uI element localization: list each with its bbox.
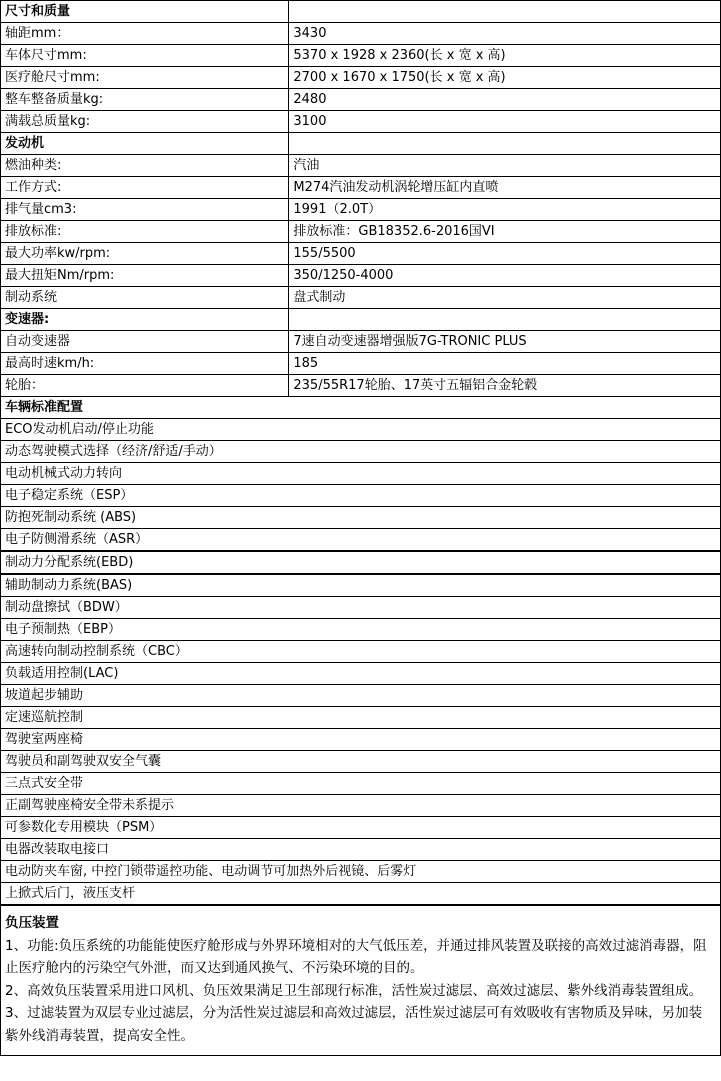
feature-item: 定速巡航控制 [1, 707, 720, 729]
feature-item: 电动机械式动力转向 [1, 463, 720, 485]
spec-row [1, 199, 720, 221]
spec-label: 车体尺寸mm: [1, 45, 289, 67]
spec-value: 2700 x 1670 x 1750(长 x 宽 x 高) [289, 67, 720, 89]
spec-row [1, 729, 720, 751]
spec-row [1, 23, 720, 45]
section-heading: 发动机 [1, 133, 289, 155]
section-row [1, 133, 720, 155]
feature-item: 驾驶员和副驾驶双安全气囊 [1, 751, 720, 773]
spec-row [1, 707, 720, 729]
spec-value [289, 309, 720, 331]
spec-value: 盘式制动 [289, 287, 720, 309]
spec-value: 3100 [289, 111, 720, 133]
spec-label: 整车整备质量kg: [1, 89, 289, 111]
spec-value: 1991（2.0T） [289, 199, 720, 221]
spec-row [1, 507, 720, 529]
spec-row [1, 839, 720, 861]
spec-row [1, 265, 720, 287]
spec-row [1, 441, 720, 463]
spec-label: 最高时速km/h: [1, 353, 289, 375]
spec-label: 排气量cm3: [1, 199, 289, 221]
spec-label: 排放标准: [1, 221, 289, 243]
spec-row [1, 551, 720, 574]
spec-row [1, 529, 720, 552]
feature-item: 高速转向制动控制系统（CBC） [1, 641, 720, 663]
spec-row [1, 89, 720, 111]
notes-item: 1、功能:负压系统的功能能使医疗舱形成与外界环境相对的大气低压差，并通过排风装置及联接的高效过滤消毒器，阻止医疗舱内的污染空气外泄，而又达到通风换气、不污染环境的目的。 [5, 937, 707, 976]
feature-item: 负载适用控制(LAC) [1, 663, 720, 685]
spec-row [1, 773, 720, 795]
section-heading: 变速器: [1, 309, 289, 331]
spec-label: 自动变速器 [1, 331, 289, 353]
spec-row [1, 155, 720, 177]
section-row [1, 1, 720, 23]
spec-row [1, 861, 720, 883]
spec-label: 轮胎： [1, 375, 289, 397]
feature-item: 电器改装取电接口 [1, 839, 720, 861]
spec-row [1, 817, 720, 839]
spec-value: M274汽油发动机涡轮增压缸内直喷 [289, 177, 720, 199]
section-heading: 尺寸和质量 [1, 1, 289, 23]
spec-label: 最大功率kw/rpm: [1, 243, 289, 265]
notes-item: 3、过滤装置为双层专业过滤层，分为活性炭过滤层和高效过滤层，活性炭过滤层可有效吸收有害物质及异味，另加装紫外线消毒装置，提高安全性。 [5, 1005, 703, 1044]
spec-row [1, 45, 720, 67]
feature-item: 电子防侧滑系统（ASR） [1, 529, 720, 552]
feature-item: 三点式安全带 [1, 773, 720, 795]
spec-value: 155/5500 [289, 243, 720, 265]
spec-row [1, 574, 720, 597]
section-heading: 车辆标准配置 [1, 397, 720, 419]
spec-row [1, 221, 720, 243]
spec-row [1, 883, 720, 905]
spec-value: 235/55R17轮胎、17英寸五辐铝合金轮毂 [289, 375, 720, 397]
spec-label: 满载总质量kg: [1, 111, 289, 133]
feature-item: 驾驶室两座椅 [1, 729, 720, 751]
spec-row [1, 375, 720, 397]
spec-label: 医疗舱尺寸mm: [1, 67, 289, 89]
spec-row [1, 331, 720, 353]
spec-value: 2480 [289, 89, 720, 111]
feature-item: 坡道起步辅助 [1, 685, 720, 707]
spec-value: 7速自动变速器增强版7G-TRONIC PLUS [289, 331, 720, 353]
spec-value: 185 [289, 353, 720, 375]
feature-item: ECO发动机启动/停止功能 [1, 419, 720, 441]
spec-value: 350/1250-4000 [289, 265, 720, 287]
spec-value [289, 133, 720, 155]
spec-row [1, 663, 720, 685]
feature-item: 制动力分配系统(EBD) [1, 551, 720, 574]
spec-row [1, 111, 720, 133]
feature-item: 电子预制热（EBP） [1, 619, 720, 641]
spec-value: 排放标准：GB18352.6-2016国VI [289, 221, 720, 243]
spec-label: 轴距mm： [1, 23, 289, 45]
spec-value [289, 1, 720, 23]
spec-row [1, 597, 720, 619]
spec-row [1, 419, 720, 441]
spec-row [1, 641, 720, 663]
spec-row [1, 751, 720, 773]
feature-item: 动态驾驶模式选择（经济/舒适/手动） [1, 441, 720, 463]
feature-item: 防抱死制动系统 (ABS) [1, 507, 720, 529]
spec-row [1, 685, 720, 707]
section-row [1, 309, 720, 331]
spec-row [1, 287, 720, 309]
feature-item: 电子稳定系统（ESP） [1, 485, 720, 507]
section-row [1, 397, 720, 419]
feature-item: 辅助制动力系统(BAS) [1, 574, 720, 597]
spec-row [1, 353, 720, 375]
spec-label: 制动系统 [1, 287, 289, 309]
feature-item: 正副驾驶座椅安全带未系提示 [1, 795, 720, 817]
feature-item: 可参数化专用模块（PSM） [1, 817, 720, 839]
spec-label: 燃油种类: [1, 155, 289, 177]
feature-item: 制动盘擦拭（BDW） [1, 597, 720, 619]
spec-value: 3430 [289, 23, 720, 45]
spec-row [1, 177, 720, 199]
spec-row [1, 67, 720, 89]
spec-row [1, 485, 720, 507]
notes-title: 负压装置 [5, 915, 59, 931]
feature-item: 上掀式后门，液压支杆 [1, 883, 720, 905]
spec-row [1, 243, 720, 265]
notes-item: 2、高效负压装置采用进口风机、负压效果满足卫生部现行标准，活性炭过滤层、高效过滤层、紫外线消毒装置组成。 [5, 982, 703, 999]
spec-row [1, 619, 720, 641]
spec-value: 汽油 [289, 155, 720, 177]
spec-row [1, 463, 720, 485]
spec-label: 最大扭矩Nm/rpm: [1, 265, 289, 287]
spec-table [1, 1, 720, 905]
feature-item: 电动防夹车窗, 中控门锁带遥控功能、电动调节可加热外后视镜、后雾灯 [1, 861, 720, 883]
negative-pressure-notes [1, 905, 720, 1056]
spec-label: 工作方式: [1, 177, 289, 199]
spec-value: 5370 x 1928 x 2360(长 x 宽 x 高) [289, 45, 720, 67]
spec-row [1, 795, 720, 817]
